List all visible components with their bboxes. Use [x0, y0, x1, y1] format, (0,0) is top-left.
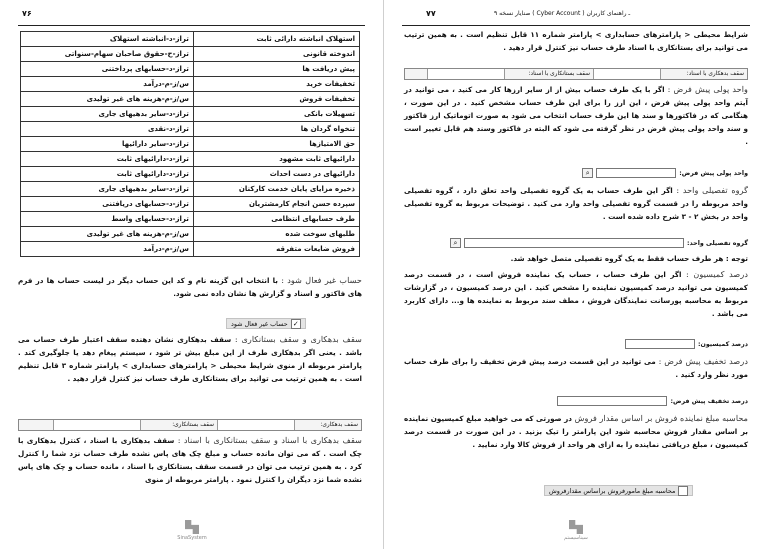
account-types-table: [20, 31, 360, 257]
credit-limit-text: سقف بدهکاری نشان دهنده سقف اعتبار طرف حساب می باشد . یعنی اگر بدهکاری طرف از این مبلغ بیش تر شود ، سیستم پیغام دهد یا جلوگیری کند . پارامتر مربوطه از منوی شرایط محیطی < پارامترهای حسابداری > پارامتر شماره ۳ قابل تنظیم است . به همین ترتیب می توانید برای بستانکاری طرف حساب نیز کنترل قرار دهید .: [18, 335, 362, 383]
default-currency-input[interactable]: [596, 168, 676, 178]
default-discount-input[interactable]: [557, 396, 667, 406]
default-currency-section: [404, 83, 748, 148]
inactive-account-heading: حساب غیر فعال شود :: [281, 275, 362, 285]
inactive-account-checkbox[interactable]: [226, 318, 306, 329]
company-logo-icon: [569, 520, 583, 534]
account-type-cell: تراز-ح-حقوق صاحبان سهام-سنواتی: [21, 47, 194, 62]
search-icon[interactable]: ⌕: [582, 168, 593, 178]
table-row: [21, 182, 360, 197]
account-type-cell: تراز-د-سایر دارائیها: [21, 137, 194, 152]
commission-heading: درصد کمیسیون :: [686, 269, 748, 279]
commission-label: درصد کمیسیون:: [697, 340, 748, 348]
commission-by-quantity-checkbox[interactable]: [544, 485, 693, 496]
left-header: [0, 0, 383, 26]
account-type-cell: تراز-د-دارائیهای ثابت: [21, 152, 194, 167]
inactive-account-text: با انتخاب این گزینه نام و کد این حساب دیگر در لیست حساب ها در فرم های فاکتور و اسناد و گزارش ها نشان داده نمی شود.: [18, 276, 362, 298]
left-page-number: ۷۶: [22, 9, 32, 18]
table-row: [21, 212, 360, 227]
detail-group-heading: گروه تفصیلی واحد :: [676, 185, 748, 195]
account-type-cell: تراز-د-حسابهای پرداختنی: [21, 62, 194, 77]
right-footer-logo: [556, 520, 596, 541]
account-name-cell: دارائیهای در دست احداث: [193, 167, 359, 182]
debit-doc-limit-label: سقف بدهکاری با اسناد:: [660, 69, 747, 79]
default-currency-heading: واحد پولی پیش فرض :: [667, 84, 748, 94]
default-discount-section: [404, 355, 748, 381]
left-header-rule: [18, 25, 365, 26]
detail-group-section: [404, 184, 748, 223]
commission-by-quantity-checkbox-label: محاسبه مبلغ مامورفروش براساس مقدارفروش: [549, 486, 676, 495]
commission-by-quantity-heading: محاسبه مبلغ نماینده فروش بر اساس مقدار فروش: [574, 413, 748, 423]
account-name-cell: تنخواه گردان ها: [193, 122, 359, 137]
table-row: [21, 197, 360, 212]
commission-by-quantity-text: در صورتی که می خواهید مبلغ کمیسیون نماینده بر اساس مقدار فروش محاسبه شود این پارامتر را تیک بزنید . در این صورت در قسمت درصد کمیسیون ، مبلغ دریافتی نماینده را به ازای هر واحد از فروش کالا وارد نمایید .: [404, 414, 748, 449]
default-currency-label: واحد پولی پیش فرض:: [679, 169, 748, 177]
table-row: [21, 77, 360, 92]
table-row: [21, 167, 360, 182]
right-footer-brand: سیناسیستم: [564, 535, 588, 541]
commission-field: [625, 339, 748, 349]
account-type-cell: س/ز-م-هزینه های غیر تولیدی: [21, 227, 194, 242]
doc-limit-continued: [404, 28, 748, 54]
account-name-cell: ذخیره مزایای پایان خدمت کارکنان: [193, 182, 359, 197]
search-icon[interactable]: ⌕: [450, 238, 461, 248]
default-currency-text: اگر با یک طرف حساب بیش از از سایر ارزها کار می کنید ، می توانید در آیتم واحد پولی پیش فرض ، این ارز را برای این طرف حساب مشخص کنید . در این صورت ، هنگامی که در فاکتورها و سند ها این طرف حساب انتخاب می شود به صورت اتوماتیک ارز فاکتور و سند واحد پولی پیش فرض در نظر گرفته می شود که البته در فاکتور وسند هم قابل تغییر است .: [404, 85, 748, 146]
account-type-cell: س/ز-م-درآمد: [21, 77, 194, 92]
account-name-cell: طرف حسابهای انتظامی: [193, 212, 359, 227]
account-name-cell: سپرده حسن انجام کارمشتریان: [193, 197, 359, 212]
debit-doc-limit-input[interactable]: [593, 69, 660, 79]
credit-doc-limit-label: سقف بستانکاری با اسناد:: [504, 69, 593, 79]
table-row: [21, 47, 360, 62]
credit-limit-input[interactable]: [53, 420, 140, 430]
table-row: [21, 227, 360, 242]
checkbox-icon[interactable]: [678, 486, 688, 496]
commission-by-quantity-section: [404, 412, 748, 451]
account-type-cell: تراز-د-حسابهای دریافتنی: [21, 197, 194, 212]
credit-limit-section: [18, 333, 362, 385]
account-type-cell: تراز-د-سایر بدهیهای جاری: [21, 107, 194, 122]
account-name-cell: پیش دریافت ها: [193, 62, 359, 77]
credit-limit-fields: [18, 419, 362, 431]
commission-text: اگر این طرف حساب ، حساب یک نماینده فروش است ، در قسمت درصد کمیسیون می توانید درصد کمیسیون نماینده را مشخص کنید . این درصد کمیسیون ، در گزارشات مربوط به محاسبه پورسانت نمایندگان فروش ، مطف سند مربوط به نماینده ها و... دارای کاربرد می باشد .: [404, 270, 748, 318]
debit-limit-input[interactable]: [217, 420, 294, 430]
company-logo-icon: [185, 520, 199, 534]
right-page-number: ۷۷: [426, 9, 436, 18]
table-row: [21, 92, 360, 107]
doc-limit-continued-text: شرایط محیطی < پارامترهای حسابداری > پارامتر شماره ۱۱ قابل تنظیم است . به همین ترتیب می توانید برای بستانکاری با اسناد طرف حساب نیز کنترل قرار دهید .: [404, 30, 748, 52]
debit-limit-label: سقف بدهکاری:: [294, 420, 361, 430]
account-name-cell: تسهیلات بانکی: [193, 107, 359, 122]
account-type-cell: س/ز-م-درآمد: [21, 242, 194, 257]
account-name-cell: تخفیفات خرید: [193, 77, 359, 92]
default-discount-label: درصد تخفیف پیش فرض:: [670, 397, 748, 405]
table-row: [21, 107, 360, 122]
document-limit-text: سقف بدهکاری با اسناد ، کنترل بدهکاری با چک است . که می توان مانده حساب و مبلغ چک های پاس نشده طرف حساب نزد شما را کنترل کرد . به همین ترتیب می توان در قسمت سقف بستانکاری با اسناد ، مانده حساب و چک های پاس نشده شما نزد دیگران را کنترل نمود . پارامتر مربوطه از منوی: [18, 436, 362, 484]
default-currency-field: [582, 168, 748, 178]
detail-group-note: [404, 252, 748, 265]
account-name-cell: دارائیهای ثابت مشهود: [193, 152, 359, 167]
account-name-cell: اندوخته قانونی: [193, 47, 359, 62]
account-type-cell: تراز-د-نقدی: [21, 122, 194, 137]
account-name-cell: فروش ضایعات متفرقه: [193, 242, 359, 257]
right-header-rule: [402, 25, 750, 26]
credit-doc-limit-input[interactable]: [427, 69, 504, 79]
account-type-cell: تراز-د-سایر بدهیهای جاری: [21, 182, 194, 197]
default-discount-text: می توانید در این قسمت درصد پیش فرض تخفیف را برای طرف حساب مورد نظر وارد کنید .: [404, 357, 748, 379]
inactive-account-section: [18, 274, 362, 300]
table-row: [21, 122, 360, 137]
account-name-cell: حق الامتیازها: [193, 137, 359, 152]
document-limit-section: [18, 434, 362, 486]
document-limit-heading: سقف بدهکاری با اسناد و سقف بستانکاری با اسناد :: [177, 435, 362, 445]
detail-group-text: اگر این طرف حساب به یک گروه تفصیلی واحد تعلق دارد ، گروه تفصیلی واحد مربوطه را در قسمت گروه تفصیلی واحد وارد می کنید . توضیحات مربوط به گروه تفصیلی واحد در بخش ۲ - ۳ شرح داده شده است .: [404, 186, 748, 221]
table-row: [21, 62, 360, 77]
account-name-cell: تخفیفات فروش: [193, 92, 359, 107]
checkbox-icon[interactable]: ✓: [291, 319, 301, 329]
left-footer-logo: [172, 520, 212, 541]
detail-group-label: گروه تفصیلی واحد:: [687, 239, 748, 247]
right-page: [384, 0, 768, 549]
right-header: [384, 0, 768, 26]
inactive-account-checkbox-label: حساب غیر فعال شود: [231, 319, 288, 328]
credit-limit-heading: سقف بدهکاری و سقف بستانکاری :: [234, 334, 362, 344]
commission-input[interactable]: [625, 339, 695, 349]
credit-limit-label: سقف بستانکاری:: [140, 420, 217, 430]
default-discount-heading: درصد تخفیف پیش فرض :: [658, 356, 748, 366]
doc-limit-fields: [404, 68, 748, 80]
default-discount-field: [557, 396, 748, 406]
account-type-cell: تراز-د-انباشته استهلاک: [21, 32, 194, 47]
commission-section: [404, 268, 748, 320]
detail-group-field: [450, 238, 748, 248]
detail-group-input[interactable]: [464, 238, 684, 248]
right-header-title: صنایار نسخه ۹ ( Cyber Account ) ـ راهنمای کاربران: [494, 10, 631, 17]
account-type-cell: س/ز-م-هزینه های غیر تولیدی: [21, 92, 194, 107]
table-row: [21, 242, 360, 257]
account-type-cell: تراز-د-دارائیهای ثابت: [21, 167, 194, 182]
account-name-cell: طلبهای سوخت شده: [193, 227, 359, 242]
table-row: [21, 32, 360, 47]
left-footer-brand: SinaSystem: [177, 535, 207, 541]
account-name-cell: استهلاک انباشته دارائی ثابت: [193, 32, 359, 47]
table-row: [21, 152, 360, 167]
table-row: [21, 137, 360, 152]
detail-group-note-text: توجه : هر طرف حساب فقط به یک گروه تفصیلی متصل خواهد شد.: [510, 254, 748, 263]
account-type-cell: تراز-د-حسابهای واسط: [21, 212, 194, 227]
